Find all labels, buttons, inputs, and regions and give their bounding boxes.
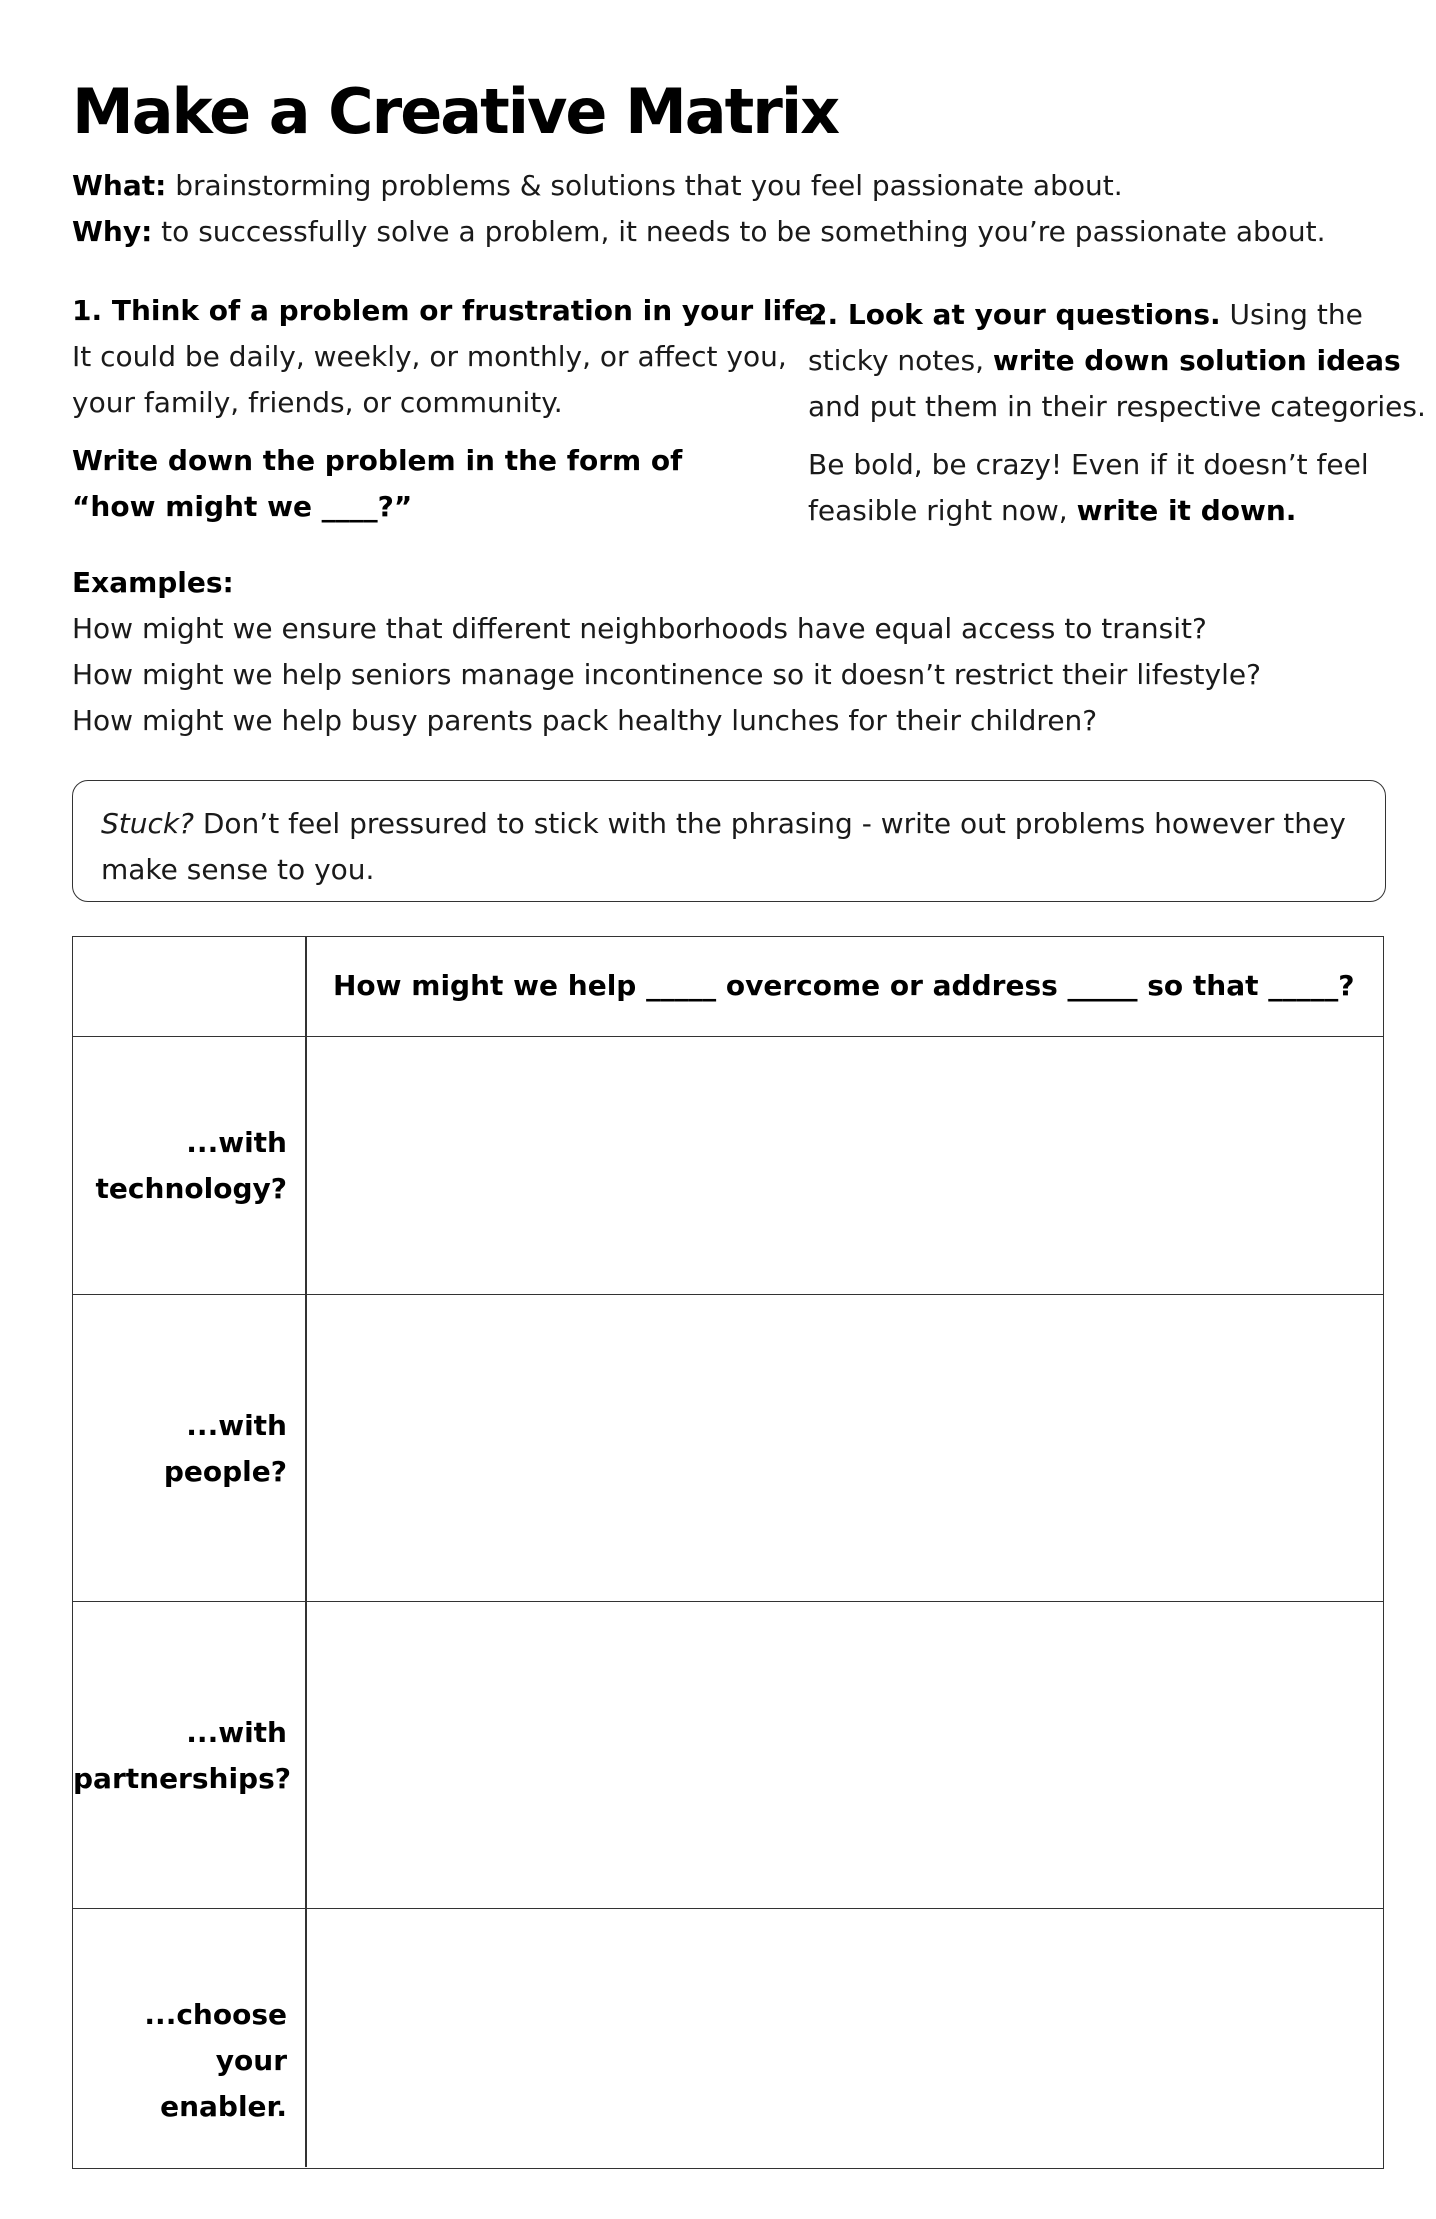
examples-label: Examples: xyxy=(72,566,234,599)
matrix-row-enabler xyxy=(73,1909,1383,2167)
step-2-text-1: Using the xyxy=(1220,298,1363,331)
row-label-line-1: ...with xyxy=(186,1409,287,1442)
stuck-callout-box xyxy=(72,780,1386,902)
row-label-line-1: ...with xyxy=(186,1716,287,1749)
step-2-text-5: feasible right now, xyxy=(808,494,1077,527)
step-2-column xyxy=(808,292,1436,534)
step-2-bold-2: write down solution ideas xyxy=(992,344,1401,377)
step-2-line-3: and put them in their respective categories. xyxy=(808,390,1426,423)
answer-cell-technology[interactable] xyxy=(307,1037,1383,1294)
matrix-header-row xyxy=(73,937,1383,1037)
step-2-heading: 2. Look at your questions. xyxy=(808,298,1221,331)
row-label-line-2: enabler. xyxy=(160,2090,287,2123)
matrix-header-question: How might we help _____ overcome or address _____ so that _____? xyxy=(333,969,1355,1002)
step-2-line-1 xyxy=(808,292,1436,338)
step-1-instruction-line-2: “how might we ____?” xyxy=(72,490,413,523)
step-1-body-line-1: It could be daily, weekly, or monthly, or affect you, xyxy=(72,340,787,373)
what-line xyxy=(72,163,1384,209)
why-label: Why: xyxy=(72,215,153,248)
row-label-partnerships xyxy=(73,1710,292,1802)
row-label-line-1: ...choose your xyxy=(144,1998,287,2077)
row-label-enabler xyxy=(73,1992,287,2130)
row-label-technology xyxy=(73,1120,287,1212)
column-divider xyxy=(305,937,307,1036)
example-item: How might we ensure that different neighborhoods have equal access to transit? xyxy=(72,612,1207,645)
row-label-line-2: partnerships? xyxy=(73,1762,292,1795)
what-text: brainstorming problems & solutions that you feel passionate about. xyxy=(166,169,1123,202)
page-title: Make a Creative Matrix xyxy=(72,75,839,148)
intro xyxy=(72,163,1384,255)
row-label-people xyxy=(73,1403,287,1495)
step-1-body-line-2: your family, friends, or community. xyxy=(72,386,563,419)
matrix-row-partnerships xyxy=(73,1602,1383,1909)
stuck-label: Stuck? xyxy=(101,807,194,840)
step-2-line-5 xyxy=(808,488,1436,534)
why-text: to successfully solve a problem, it needs to be something you’re passionate about. xyxy=(152,215,1326,248)
creative-matrix-table xyxy=(72,936,1384,2169)
row-label-line-1: ...with xyxy=(186,1126,287,1159)
step-1-heading: 1. Think of a problem or frustration in your life. xyxy=(72,294,824,327)
row-label-line-2: technology? xyxy=(95,1172,287,1205)
matrix-row-people xyxy=(73,1295,1383,1602)
step-2-line-2 xyxy=(808,338,1436,384)
step-1-column xyxy=(72,288,824,530)
step-1-instruction-line-1: Write down the problem in the form of xyxy=(72,444,683,477)
answer-cell-people[interactable] xyxy=(307,1295,1383,1601)
why-line xyxy=(72,209,1384,255)
step-2-bold-5: write it down. xyxy=(1076,494,1297,527)
example-item: How might we help busy parents pack healthy lunches for their children? xyxy=(72,704,1098,737)
step-2-text-2: sticky notes, xyxy=(808,344,993,377)
what-label: What: xyxy=(72,169,167,202)
answer-cell-partnerships[interactable] xyxy=(307,1602,1383,1908)
examples-section xyxy=(72,560,1384,744)
row-label-line-2: people? xyxy=(163,1455,287,1488)
example-item: How might we help seniors manage incontinence so it doesn’t restrict their lifestyle? xyxy=(72,658,1261,691)
stuck-text: Don’t feel pressured to stick with the phrasing - write out problems however they make sense to you. xyxy=(101,807,1346,886)
matrix-row-technology xyxy=(73,1037,1383,1295)
answer-cell-enabler[interactable] xyxy=(307,1909,1383,2167)
step-2-line-4: Be bold, be crazy! Even if it doesn’t feel xyxy=(808,448,1369,481)
